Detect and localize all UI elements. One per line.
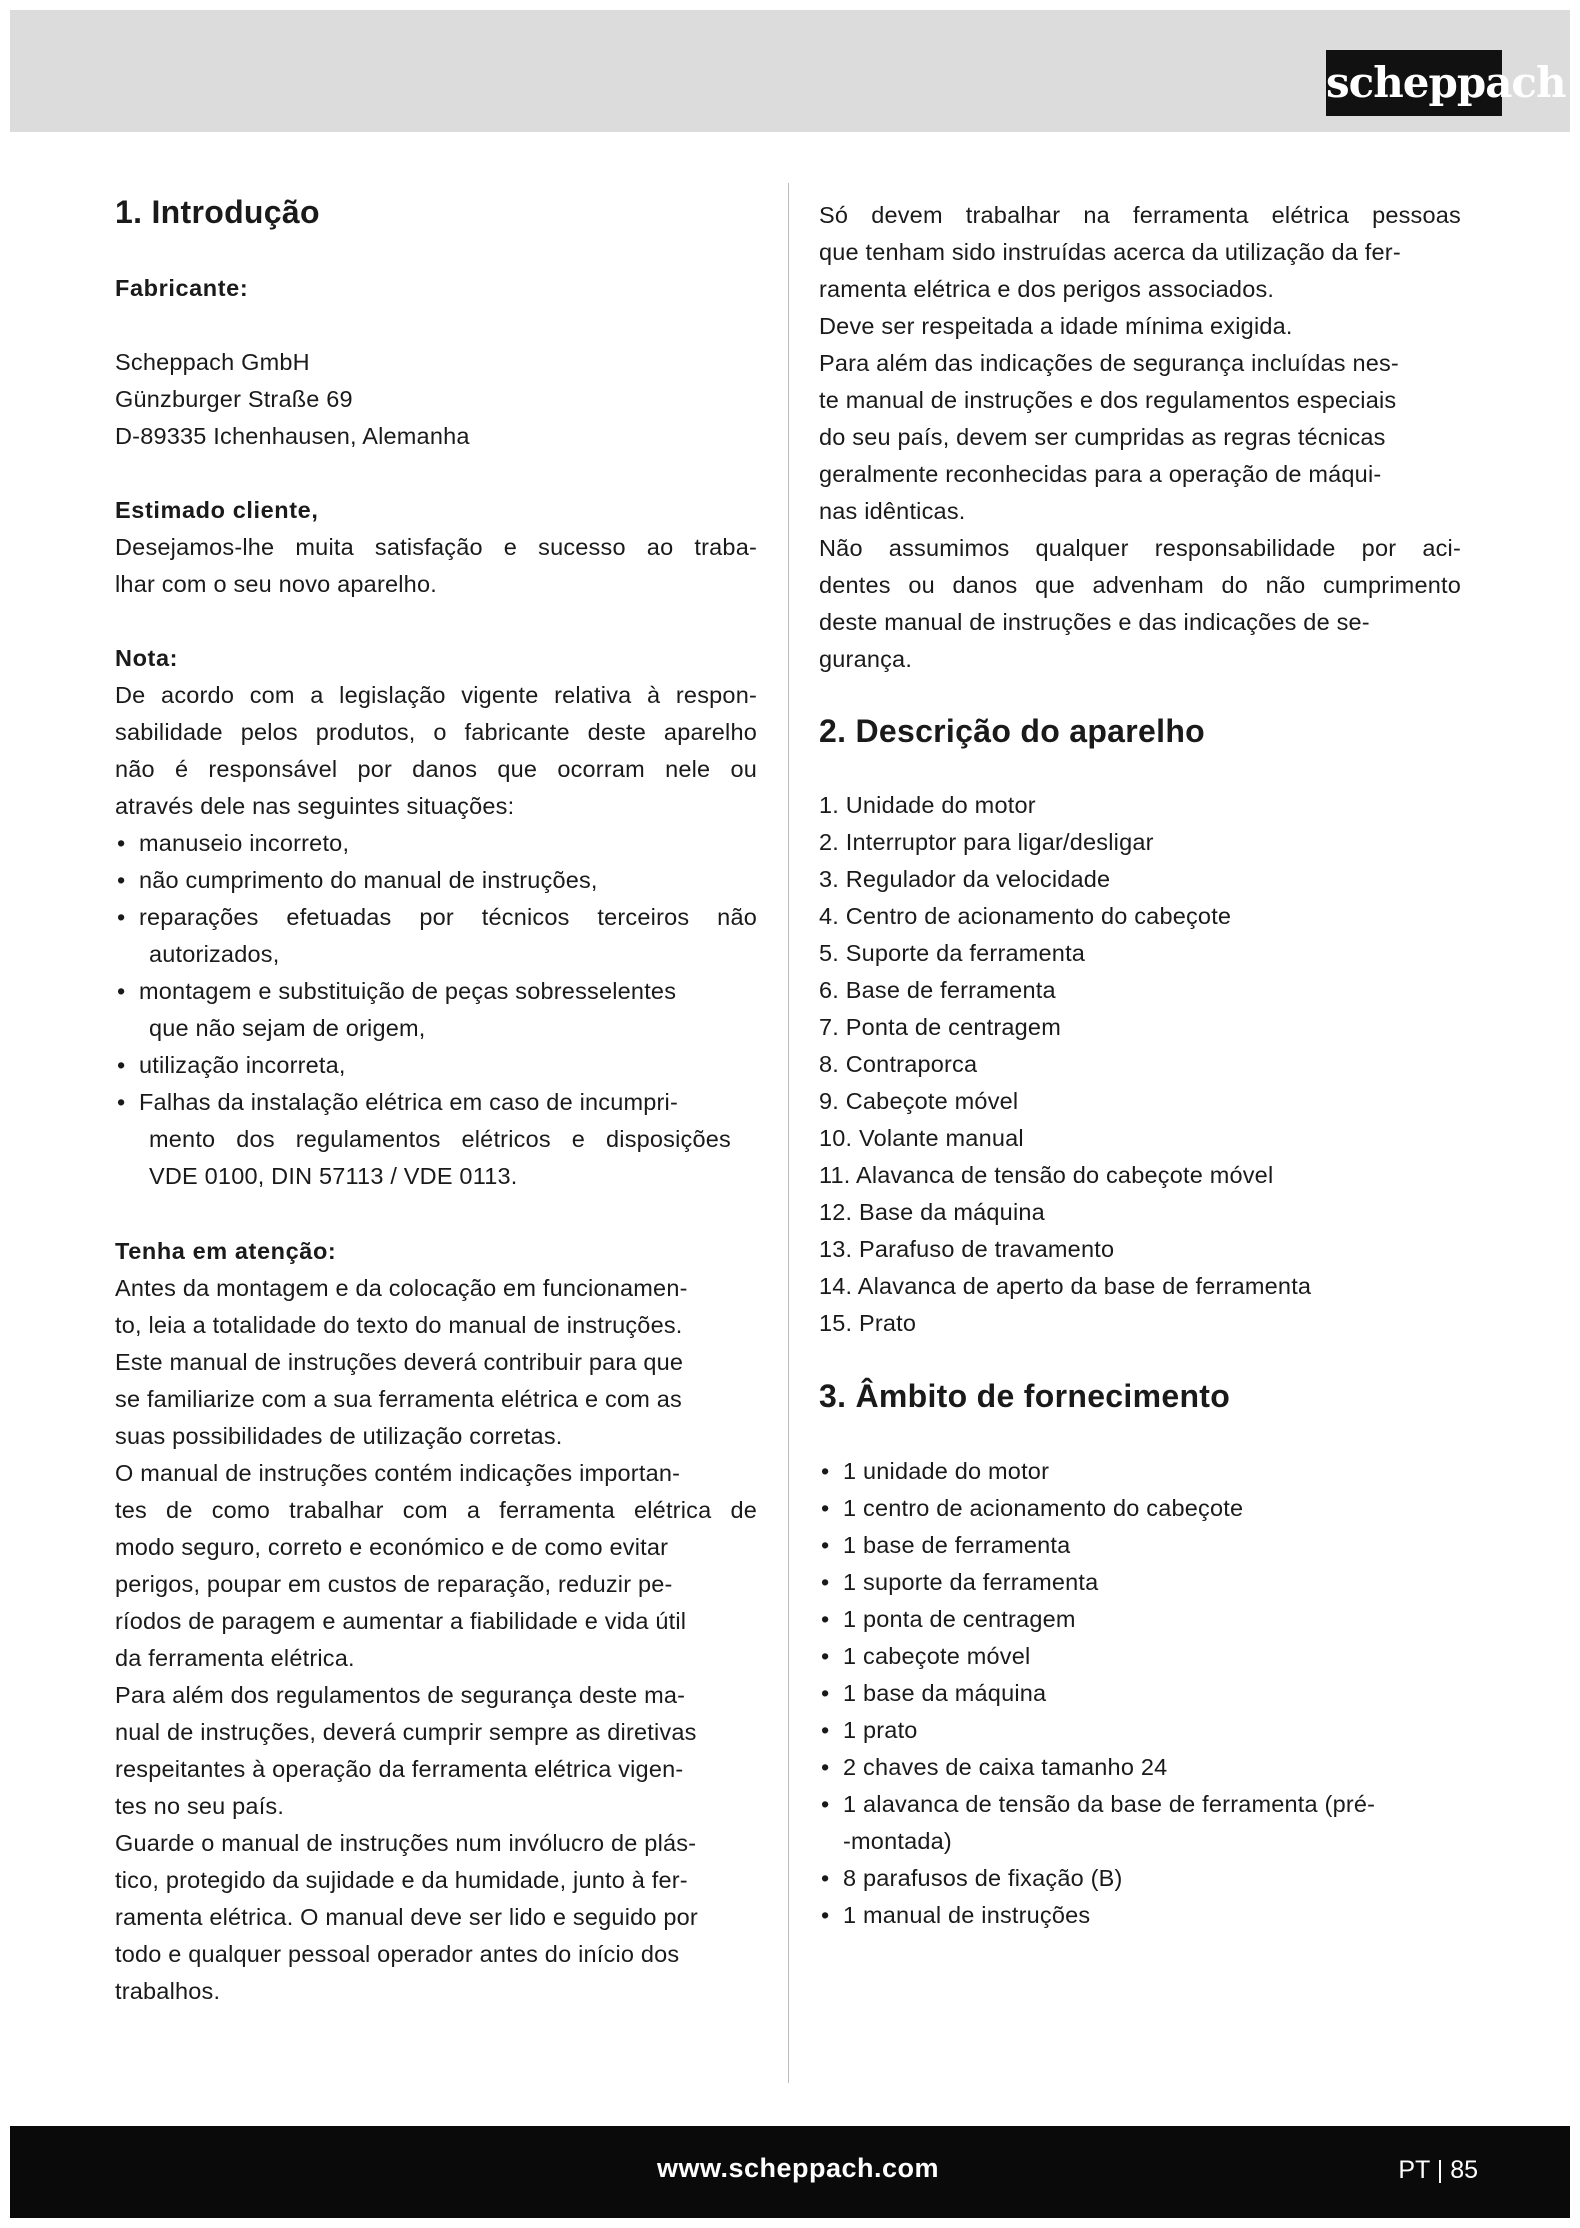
attention-label: Tenha em atenção: (115, 1238, 337, 1264)
paragraph-line: deste manual de instruções e das indicações de se- (819, 609, 1370, 635)
list-item: 11. Alavanca de tensão do cabeçote móvel (819, 1162, 1274, 1188)
list-item: • 1 ponta de centragem (819, 1601, 1461, 1638)
page-footer (10, 2126, 1570, 2218)
description-list (819, 787, 1461, 1342)
address-line: Scheppach GmbH (115, 349, 310, 375)
list-item: 2. Interruptor para ligar/desligar (819, 829, 1154, 855)
list-item: • 1 centro de acionamento do cabeçote (819, 1490, 1461, 1527)
paragraph-line: sabilidade pelos produtos, o fabricante deste aparelho (115, 719, 757, 745)
paragraph-line: Só devem trabalhar na ferramenta elétrica pessoas (819, 202, 1461, 228)
list-item: • 1 manual de instruções (819, 1897, 1461, 1934)
manufacturer-address (115, 344, 757, 455)
list-item: 3. Regulador da velocidade (819, 866, 1111, 892)
paragraph-line: tes no seu país. (115, 1793, 285, 1819)
paragraph-line: trabalhos. (115, 1978, 221, 2004)
list-item: • montagem e substituição de peças sobresselentes (115, 973, 757, 1010)
list-item-continuation: mento dos regulamentos elétricos e disposições (149, 1126, 731, 1152)
note-label: Nota: (115, 645, 179, 671)
description-section (819, 711, 1461, 751)
paragraph-line: gurança. (819, 646, 913, 672)
list-item: 12. Base da máquina (819, 1199, 1045, 1225)
page-header (10, 10, 1570, 132)
list-item: • 1 alavanca de tensão da base de ferramenta (pré- (819, 1786, 1461, 1823)
list-item: 1. Unidade do motor (819, 792, 1036, 818)
list-item: 10. Volante manual (819, 1125, 1024, 1151)
list-item: 7. Ponta de centragem (819, 1014, 1061, 1040)
list-item-continuation: -montada) (843, 1828, 952, 1854)
list-item: 6. Base de ferramenta (819, 977, 1056, 1003)
page-number: PT | 85 (1398, 2156, 1478, 2184)
list-item: • 8 parafusos de fixação (B) (819, 1860, 1461, 1897)
manufacturer-label: Fabricante: (115, 275, 249, 301)
delivery-list (819, 1453, 1461, 1934)
list-item: 5. Suporte da ferramenta (819, 940, 1086, 966)
attention-block (115, 1233, 757, 2010)
paragraph-line: te manual de instruções e dos regulamentos especiais (819, 387, 1397, 413)
paragraph-line: do seu país, devem ser cumpridas as regras técnicas (819, 424, 1386, 450)
paragraph-line: De acordo com a legislação vigente relativa à respon- (115, 682, 757, 708)
paragraph-line: modo seguro, correto e económico e de como evitar (115, 1534, 669, 1560)
list-item-continuation: que não sejam de origem, (149, 1015, 426, 1041)
list-item: • 1 base da máquina (819, 1675, 1461, 1712)
greeting-label: Estimado cliente, (115, 497, 319, 523)
section-heading-introduction: 1. Introdução (115, 194, 320, 230)
list-item: • 1 unidade do motor (819, 1453, 1461, 1490)
paragraph-line: suas possibilidades de utilização corretas. (115, 1423, 563, 1449)
paragraph-line: Para além dos regulamentos de segurança deste ma- (115, 1682, 686, 1708)
section-heading-delivery: 3. Âmbito de fornecimento (819, 1378, 1231, 1414)
column-divider (788, 183, 789, 2083)
paragraph-line: não é responsável por danos que ocorram nele ou (115, 756, 757, 782)
scheppach-logo: scheppach (1326, 50, 1502, 116)
paragraph-line: tico, protegido da sujidade e da humidade, junto à fer- (115, 1867, 688, 1893)
paragraph-line: Desejamos-lhe muita satisfação e sucesso ao traba- (115, 534, 757, 560)
website-url: www.scheppach.com (656, 2153, 940, 2183)
list-item: • reparações efetuadas por técnicos terceiros não (115, 899, 757, 936)
list-item-continuation: autorizados, (149, 941, 280, 967)
list-item: • não cumprimento do manual de instruções, (115, 862, 757, 899)
list-item: 8. Contraporca (819, 1051, 978, 1077)
list-item: • 1 prato (819, 1712, 1461, 1749)
paragraph-line: Não assumimos qualquer responsabilidade por aci- (819, 535, 1461, 561)
paragraph-line: da ferramenta elétrica. (115, 1645, 355, 1671)
paragraph-line: Para além das indicações de segurança incluídas nes- (819, 350, 1399, 376)
list-item: • Falhas da instalação elétrica em caso de incumpri- (115, 1084, 757, 1121)
note-block (115, 640, 757, 1195)
paragraph-line: geralmente reconhecidas para a operação de máqui- (819, 461, 1382, 487)
paragraph-line: lhar com o seu novo aparelho. (115, 571, 437, 597)
delivery-section (819, 1376, 1461, 1416)
paragraph-line: Guarde o manual de instruções num invólucro de plás- (115, 1830, 697, 1856)
paragraph-line: todo e qualquer pessoal operador antes do início dos (115, 1941, 680, 1967)
list-item: 9. Cabeçote móvel (819, 1088, 1019, 1114)
paragraph-line: O manual de instruções contém indicações importan- (115, 1460, 681, 1486)
paragraph-line: nual de instruções, deverá cumprir sempre as diretivas (115, 1719, 697, 1745)
list-item-continuation: VDE 0100, DIN 57113 / VDE 0113. (149, 1163, 518, 1189)
list-item: • 2 chaves de caixa tamanho 24 (819, 1749, 1461, 1786)
list-item: • utilização incorreta, (115, 1047, 757, 1084)
paragraph-line: to, leia a totalidade do texto do manual de instruções. (115, 1312, 683, 1338)
paragraph-line: Antes da montagem e da colocação em funcionamen- (115, 1275, 688, 1301)
list-item: 15. Prato (819, 1310, 917, 1336)
list-item: 14. Alavanca de aperto da base de ferramenta (819, 1273, 1312, 1299)
list-item: 4. Centro de acionamento do cabeçote (819, 903, 1232, 929)
address-line: D-89335 Ichenhausen, Alemanha (115, 423, 470, 449)
introduction-continued (819, 197, 1461, 678)
paragraph-line: se familiarize com a sua ferramenta elétrica e com as (115, 1386, 682, 1412)
paragraph-line: através dele nas seguintes situações: (115, 793, 515, 819)
list-item: 13. Parafuso de travamento (819, 1236, 1115, 1262)
list-item: • 1 suporte da ferramenta (819, 1564, 1461, 1601)
paragraph-line: dentes ou danos que advenham do não cumprimento (819, 572, 1461, 598)
paragraph-line: respeitantes à operação da ferramenta elétrica vigen- (115, 1756, 684, 1782)
section-heading-description: 2. Descrição do aparelho (819, 713, 1206, 749)
paragraph-line: ramenta elétrica. O manual deve ser lido e seguido por (115, 1904, 698, 1930)
paragraph-line: Deve ser respeitada a idade mínima exigida. (819, 313, 1293, 339)
list-item: • 1 cabeçote móvel (819, 1638, 1461, 1675)
paragraph-line: que tenham sido instruídas acerca da utilização da fer- (819, 239, 1401, 265)
introduction-section (115, 192, 757, 232)
list-item: • 1 base de ferramenta (819, 1527, 1461, 1564)
paragraph-line: nas idênticas. (819, 498, 966, 524)
paragraph-line: Este manual de instruções deverá contribuir para que (115, 1349, 684, 1375)
paragraph-line: perigos, poupar em custos de reparação, reduzir pe- (115, 1571, 673, 1597)
paragraph-line: ramenta elétrica e dos perigos associados. (819, 276, 1275, 302)
list-item: • manuseio incorreto, (115, 825, 757, 862)
greeting-block (115, 492, 757, 603)
paragraph-line: tes de como trabalhar com a ferramenta elétrica de (115, 1497, 757, 1523)
paragraph-line: ríodos de paragem e aumentar a fiabilidade e vida útil (115, 1608, 687, 1634)
address-line: Günzburger Straße 69 (115, 386, 353, 412)
